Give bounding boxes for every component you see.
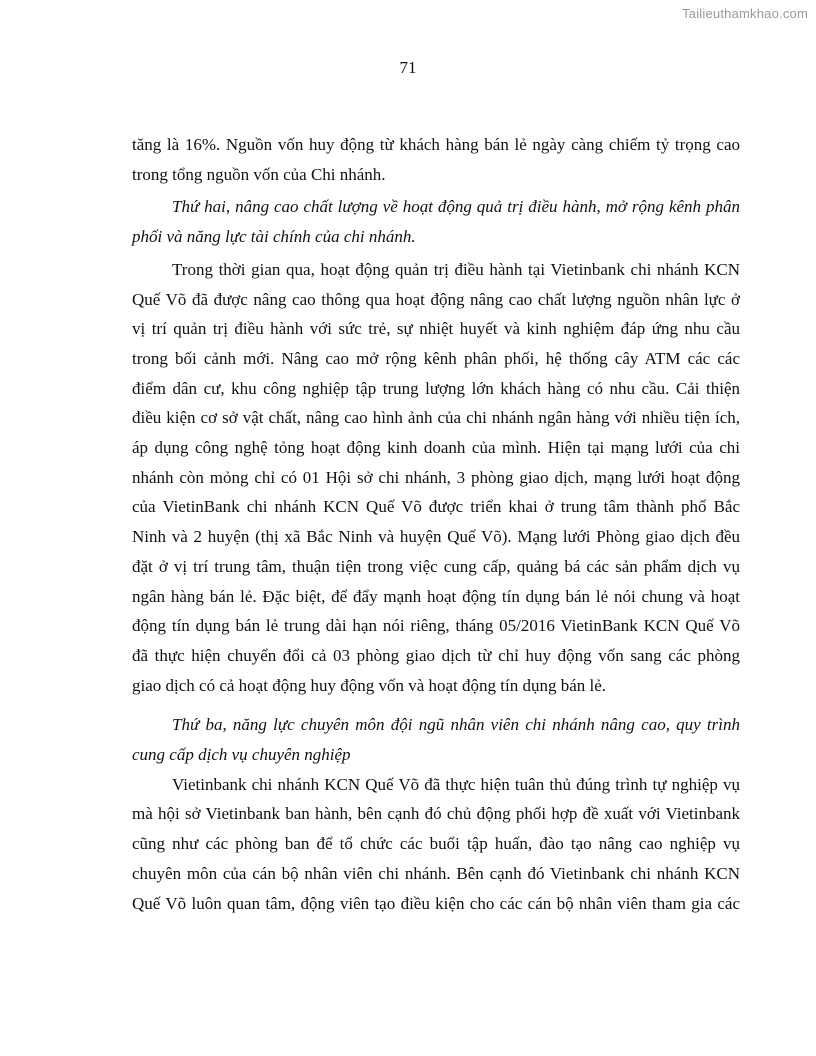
text-line: Vietinbank chi nhánh KCN Quế Võ đã thực hiện tuân thủ đúng trình tự nghiệp vụ <box>172 774 740 794</box>
page-number: 71 <box>399 58 417 77</box>
text-line: ngân hàng bán lẻ. Đặc biệt, để đẩy mạnh hoạt động tín dụng bán lẻ nói chung và hoạt <box>132 586 740 606</box>
text-line: của VietinBank chi nhánh KCN Quế Võ được triển khai ở trung tâm thành phố Bắc <box>132 497 740 517</box>
text-line: giao dịch có cả hoạt động huy động vốn và hoạt động tín dụng bán lẻ. <box>132 675 607 695</box>
italic-heading-third <box>132 710 740 769</box>
document-body <box>132 130 740 918</box>
text-line: Quế Võ luôn quan tâm, động viên tạo điều kiện cho các cán bộ nhân viên tham gia các <box>132 893 740 913</box>
text-line: trong bối cảnh mới. Nâng cao mở rộng kênh phân phối, hệ thống cây ATM các các <box>132 348 740 368</box>
text-line: chuyên môn của cán bộ nhân viên chi nhánh. Bên cạnh đó Vietinbank chi nhánh KCN <box>132 863 740 883</box>
text-line: cung cấp dịch vụ chuyên nghiệp <box>132 745 351 765</box>
text-line: trong tổng nguồn vốn của Chi nhánh. <box>132 164 386 184</box>
italic-heading-second <box>132 192 740 251</box>
text-line: Ninh và 2 huyện (thị xã Bắc Ninh và huyện Quế Võ). Mạng lưới Phòng giao dịch đều <box>132 527 740 547</box>
text-line: cũng như các phòng ban để tổ chức các buổi tập huấn, đào tạo nâng cao nghiệp vụ <box>132 834 740 854</box>
text-line: Quế Võ đã được nâng cao thông qua hoạt động nâng cao chất lượng nguồn nhân lực ở <box>132 289 740 309</box>
text-line: đã thực hiện chuyển đổi cả 03 phòng giao dịch từ chỉ huy động vốn sang các phòng <box>132 645 740 665</box>
text-line: đặt ở vị trí trung tâm, thuận tiện trong việc cung cấp, quảng bá các sản phẩm dịch vụ <box>132 556 740 576</box>
text-line: áp dụng công nghệ tỏng hoạt động kinh doanh của mình. Hiện tại mạng lưới của chi <box>132 438 740 458</box>
text-line: tăng là 16%. Nguồn vốn huy động từ khách hàng bán lẻ ngày càng chiếm tỷ trọng cao <box>132 135 740 154</box>
paragraph-intro <box>132 130 740 189</box>
text-line: Thứ hai, nâng cao chất lượng về hoạt động quả trị điều hành, mở rộng kênh phân <box>172 197 740 217</box>
text-line: Thứ ba, năng lực chuyên môn đội ngũ nhân viên chi nhánh nâng cao, quy trình <box>172 715 740 735</box>
text-line: mà hội sở Vietinbank ban hành, bên cạnh đó chủ động phối hợp đề xuất với Vietinbank <box>132 804 740 824</box>
paragraph-staff <box>132 770 740 919</box>
paragraph-management <box>132 255 740 701</box>
text-line: điều kiện cơ sở vật chất, nâng cao hình ảnh của chi nhánh ngân hàng với nhiều tiện ích, <box>132 408 740 428</box>
text-line: điểm dân cư, khu công nghiệp tập trung lượng lớn khách hàng có nhu cầu. Cải thiện <box>132 378 740 398</box>
watermark: Tailieuthamkhao.com <box>682 6 808 21</box>
text-line: Trong thời gian qua, hoạt động quản trị điều hành tại Vietinbank chi nhánh KCN <box>172 259 740 279</box>
text-line: động tín dụng bán lẻ trung dài hạn nói riêng, tháng 05/2016 VietinBank KCN Quế Võ <box>132 616 740 636</box>
text-line: phối và năng lực tài chính của chi nhánh. <box>132 227 416 247</box>
text-line: nhánh còn mỏng chỉ có 01 Hội sở chi nhánh, 3 phòng giao dịch, mạng lưới hoạt động <box>132 467 740 487</box>
text-line: vị trí quản trị điều hành với sức trẻ, sự nhiệt huyết và kinh nghiệm đáp ứng nhu cầu <box>132 319 740 339</box>
